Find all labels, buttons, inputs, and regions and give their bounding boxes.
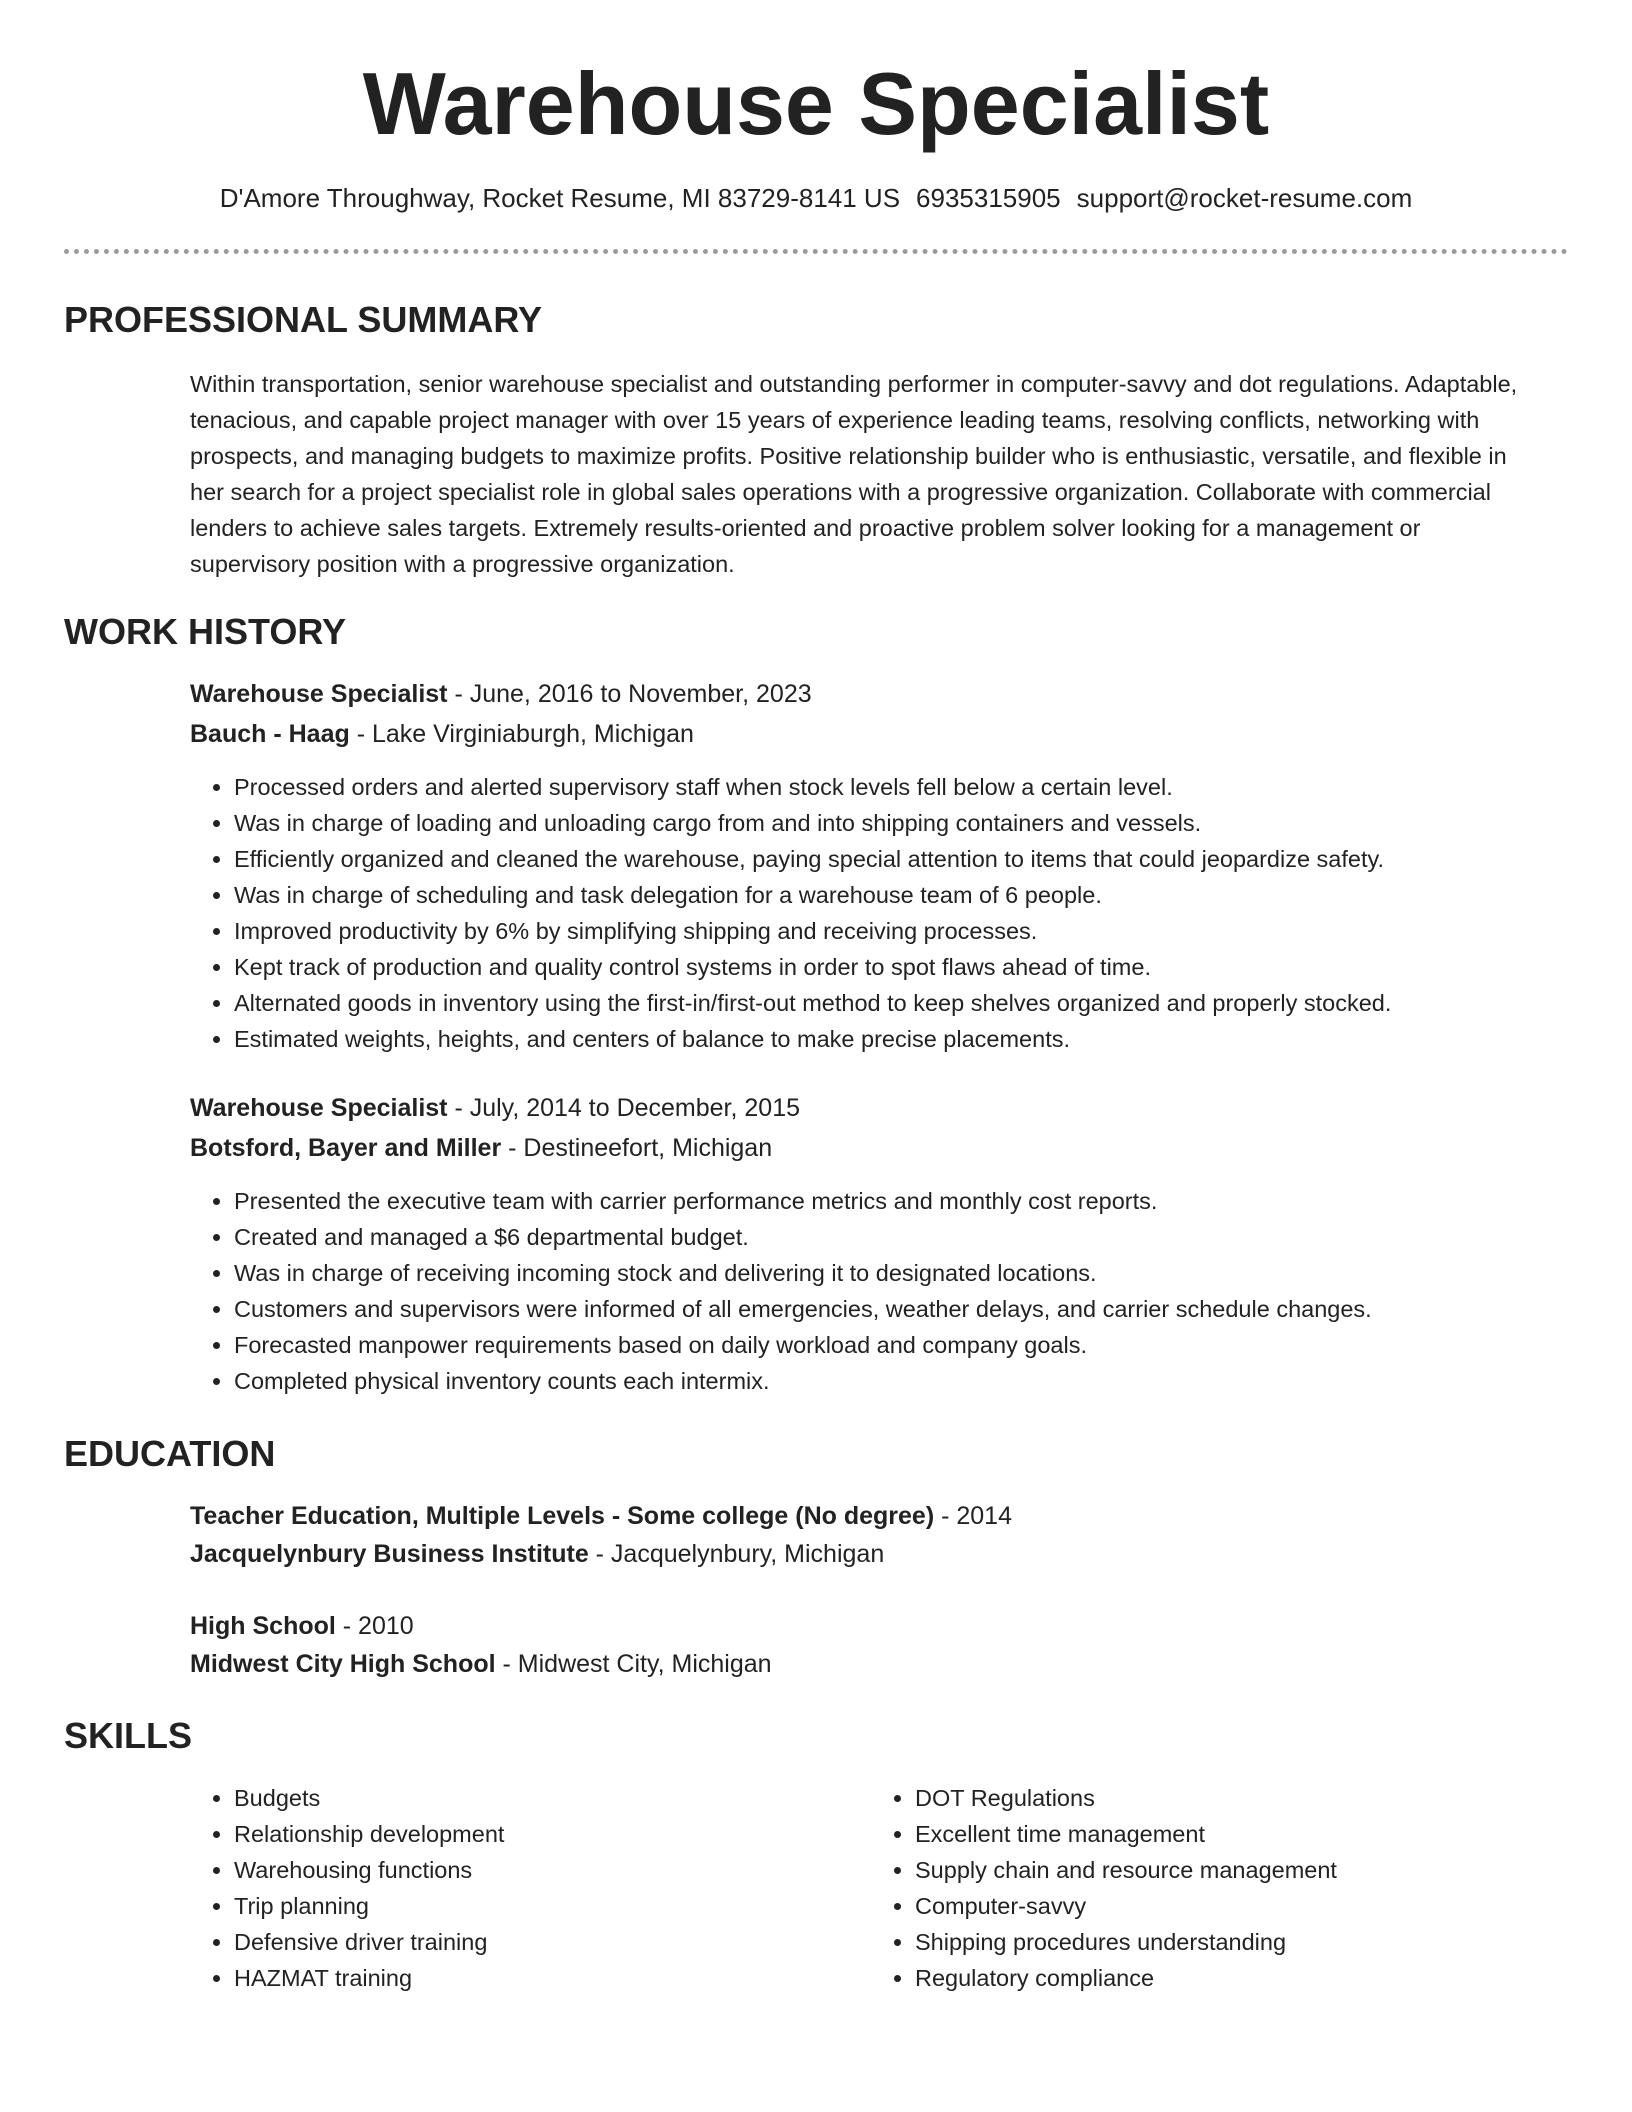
job-1-role: Warehouse Specialist [190, 680, 448, 708]
summary-text: Within transportation, senior warehouse specialist and outstanding performer in computer-savvy and dot regulations. Adaptable, tenacious, and capable project manager with over 15 years of experience leading teams, resolving conflicts, networking with prospects, and managing budgets to maximize profits. Positive relationship builder who is enthusiastic, versatile, and flexible in her search for a project specialist role in global sales operations with a progressive organization. Collaborate with commercial lenders to achieve sales targets. Extremely results-oriented and proactive problem solver looking for a management or supervisory position with a progressive organization. [190, 371, 1518, 577]
education-2-school: Midwest City High School [190, 1650, 496, 1678]
job-1-title-line [190, 676, 1490, 712]
list-item: • Defensive driver training [234, 1924, 834, 1960]
education-2-location: - Midwest City, Michigan [495, 1650, 772, 1678]
list-item: • Customers and supervisors were informed of all emergencies, weather delays, and carrier schedule changes. [234, 1291, 1574, 1327]
job-1-company-line [190, 716, 1490, 752]
job-1-location: - Lake Virginiaburgh, Michigan [349, 720, 694, 748]
education-1-degree-line [190, 1498, 1490, 1534]
candidate-name: Warehouse Specialist [362, 54, 1270, 153]
job-2-bullet-list [190, 1183, 1574, 1399]
work-history-heading: WORK HISTORY [64, 611, 347, 652]
contact-line [0, 180, 1632, 216]
job-2-dates: - July, 2014 to December, 2015 [447, 1094, 801, 1122]
list-item: • Was in charge of receiving incoming stock and delivering it to designated locations. [234, 1255, 1574, 1291]
list-item: • HAZMAT training [234, 1960, 834, 1996]
list-item: • Estimated weights, heights, and centers of balance to make precise placements. [234, 1021, 1574, 1057]
list-item: • Presented the executive team with carrier performance metrics and monthly cost reports. [234, 1183, 1574, 1219]
list-item: • Computer-savvy [915, 1888, 1555, 1924]
list-item: • Kept track of production and quality control systems in order to spot flaws ahead of time. [234, 949, 1574, 985]
education-2-school-line [190, 1646, 1490, 1682]
list-item: • Excellent time management [915, 1816, 1555, 1852]
education-2-degree: High School [190, 1612, 336, 1640]
job-1-dates: - June, 2016 to November, 2023 [447, 680, 812, 708]
education-2-degree-line [190, 1608, 1490, 1644]
list-item: • Budgets [234, 1780, 834, 1816]
list-item: • Shipping procedures understanding [915, 1924, 1555, 1960]
list-item: • Was in charge of loading and unloading cargo from and into shipping containers and vessels. [234, 805, 1574, 841]
list-item: • Warehousing functions [234, 1852, 834, 1888]
job-1-company: Bauch - Haag [190, 720, 350, 748]
education-1-school: Jacquelynbury Business Institute [190, 1540, 589, 1568]
education-2-year: - 2010 [335, 1612, 414, 1640]
skills-list-left [190, 1780, 834, 1996]
job-2-company-line [190, 1130, 1490, 1166]
list-item: • DOT Regulations [915, 1780, 1555, 1816]
job-2-location: - Destineefort, Michigan [501, 1134, 773, 1162]
education-1-location: - Jacquelynbury, Michigan [588, 1540, 885, 1568]
header-divider [64, 249, 1568, 254]
job-2-role: Warehouse Specialist [190, 1094, 448, 1122]
address-text: D'Amore Throughway, Rocket Resume, MI 83729-8141 US [219, 183, 901, 213]
list-item: • Efficiently organized and cleaned the warehouse, paying special attention to items that could jeopardize safety. [234, 841, 1574, 877]
job-2-title-line [190, 1090, 1490, 1126]
list-item: • Alternated goods in inventory using the first-in/first-out method to keep shelves organized and properly stocked. [234, 985, 1574, 1021]
skills-heading: SKILLS [64, 1715, 193, 1756]
job-2-company: Botsford, Bayer and Miller [190, 1134, 502, 1162]
education-1-year: - 2014 [934, 1502, 1012, 1530]
email-text: support@rocket-resume.com [1076, 183, 1413, 213]
list-item: • Regulatory compliance [915, 1960, 1555, 1996]
list-item: • Trip planning [234, 1888, 834, 1924]
education-1-degree: Teacher Education, Multiple Levels - Some college (No degree) [190, 1502, 935, 1530]
education-1-school-line [190, 1536, 1490, 1572]
list-item: • Completed physical inventory counts each intermix. [234, 1363, 1574, 1399]
education-heading: EDUCATION [64, 1433, 276, 1474]
list-item: • Improved productivity by 6% by simplifying shipping and receiving processes. [234, 913, 1574, 949]
list-item: • Forecasted manpower requirements based on daily workload and company goals. [234, 1327, 1574, 1363]
phone-text: 6935315905 [916, 183, 1061, 213]
list-item: • Was in charge of scheduling and task delegation for a warehouse team of 6 people. [234, 877, 1574, 913]
list-item: • Processed orders and alerted supervisory staff when stock levels fell below a certain level. [234, 769, 1574, 805]
list-item: • Supply chain and resource management [915, 1852, 1555, 1888]
summary-heading: PROFESSIONAL SUMMARY [64, 299, 543, 340]
list-item: • Relationship development [234, 1816, 834, 1852]
skills-list-right [871, 1780, 1555, 1996]
job-1-bullet-list [190, 769, 1574, 1057]
list-item: • Created and managed a $6 departmental budget. [234, 1219, 1574, 1255]
